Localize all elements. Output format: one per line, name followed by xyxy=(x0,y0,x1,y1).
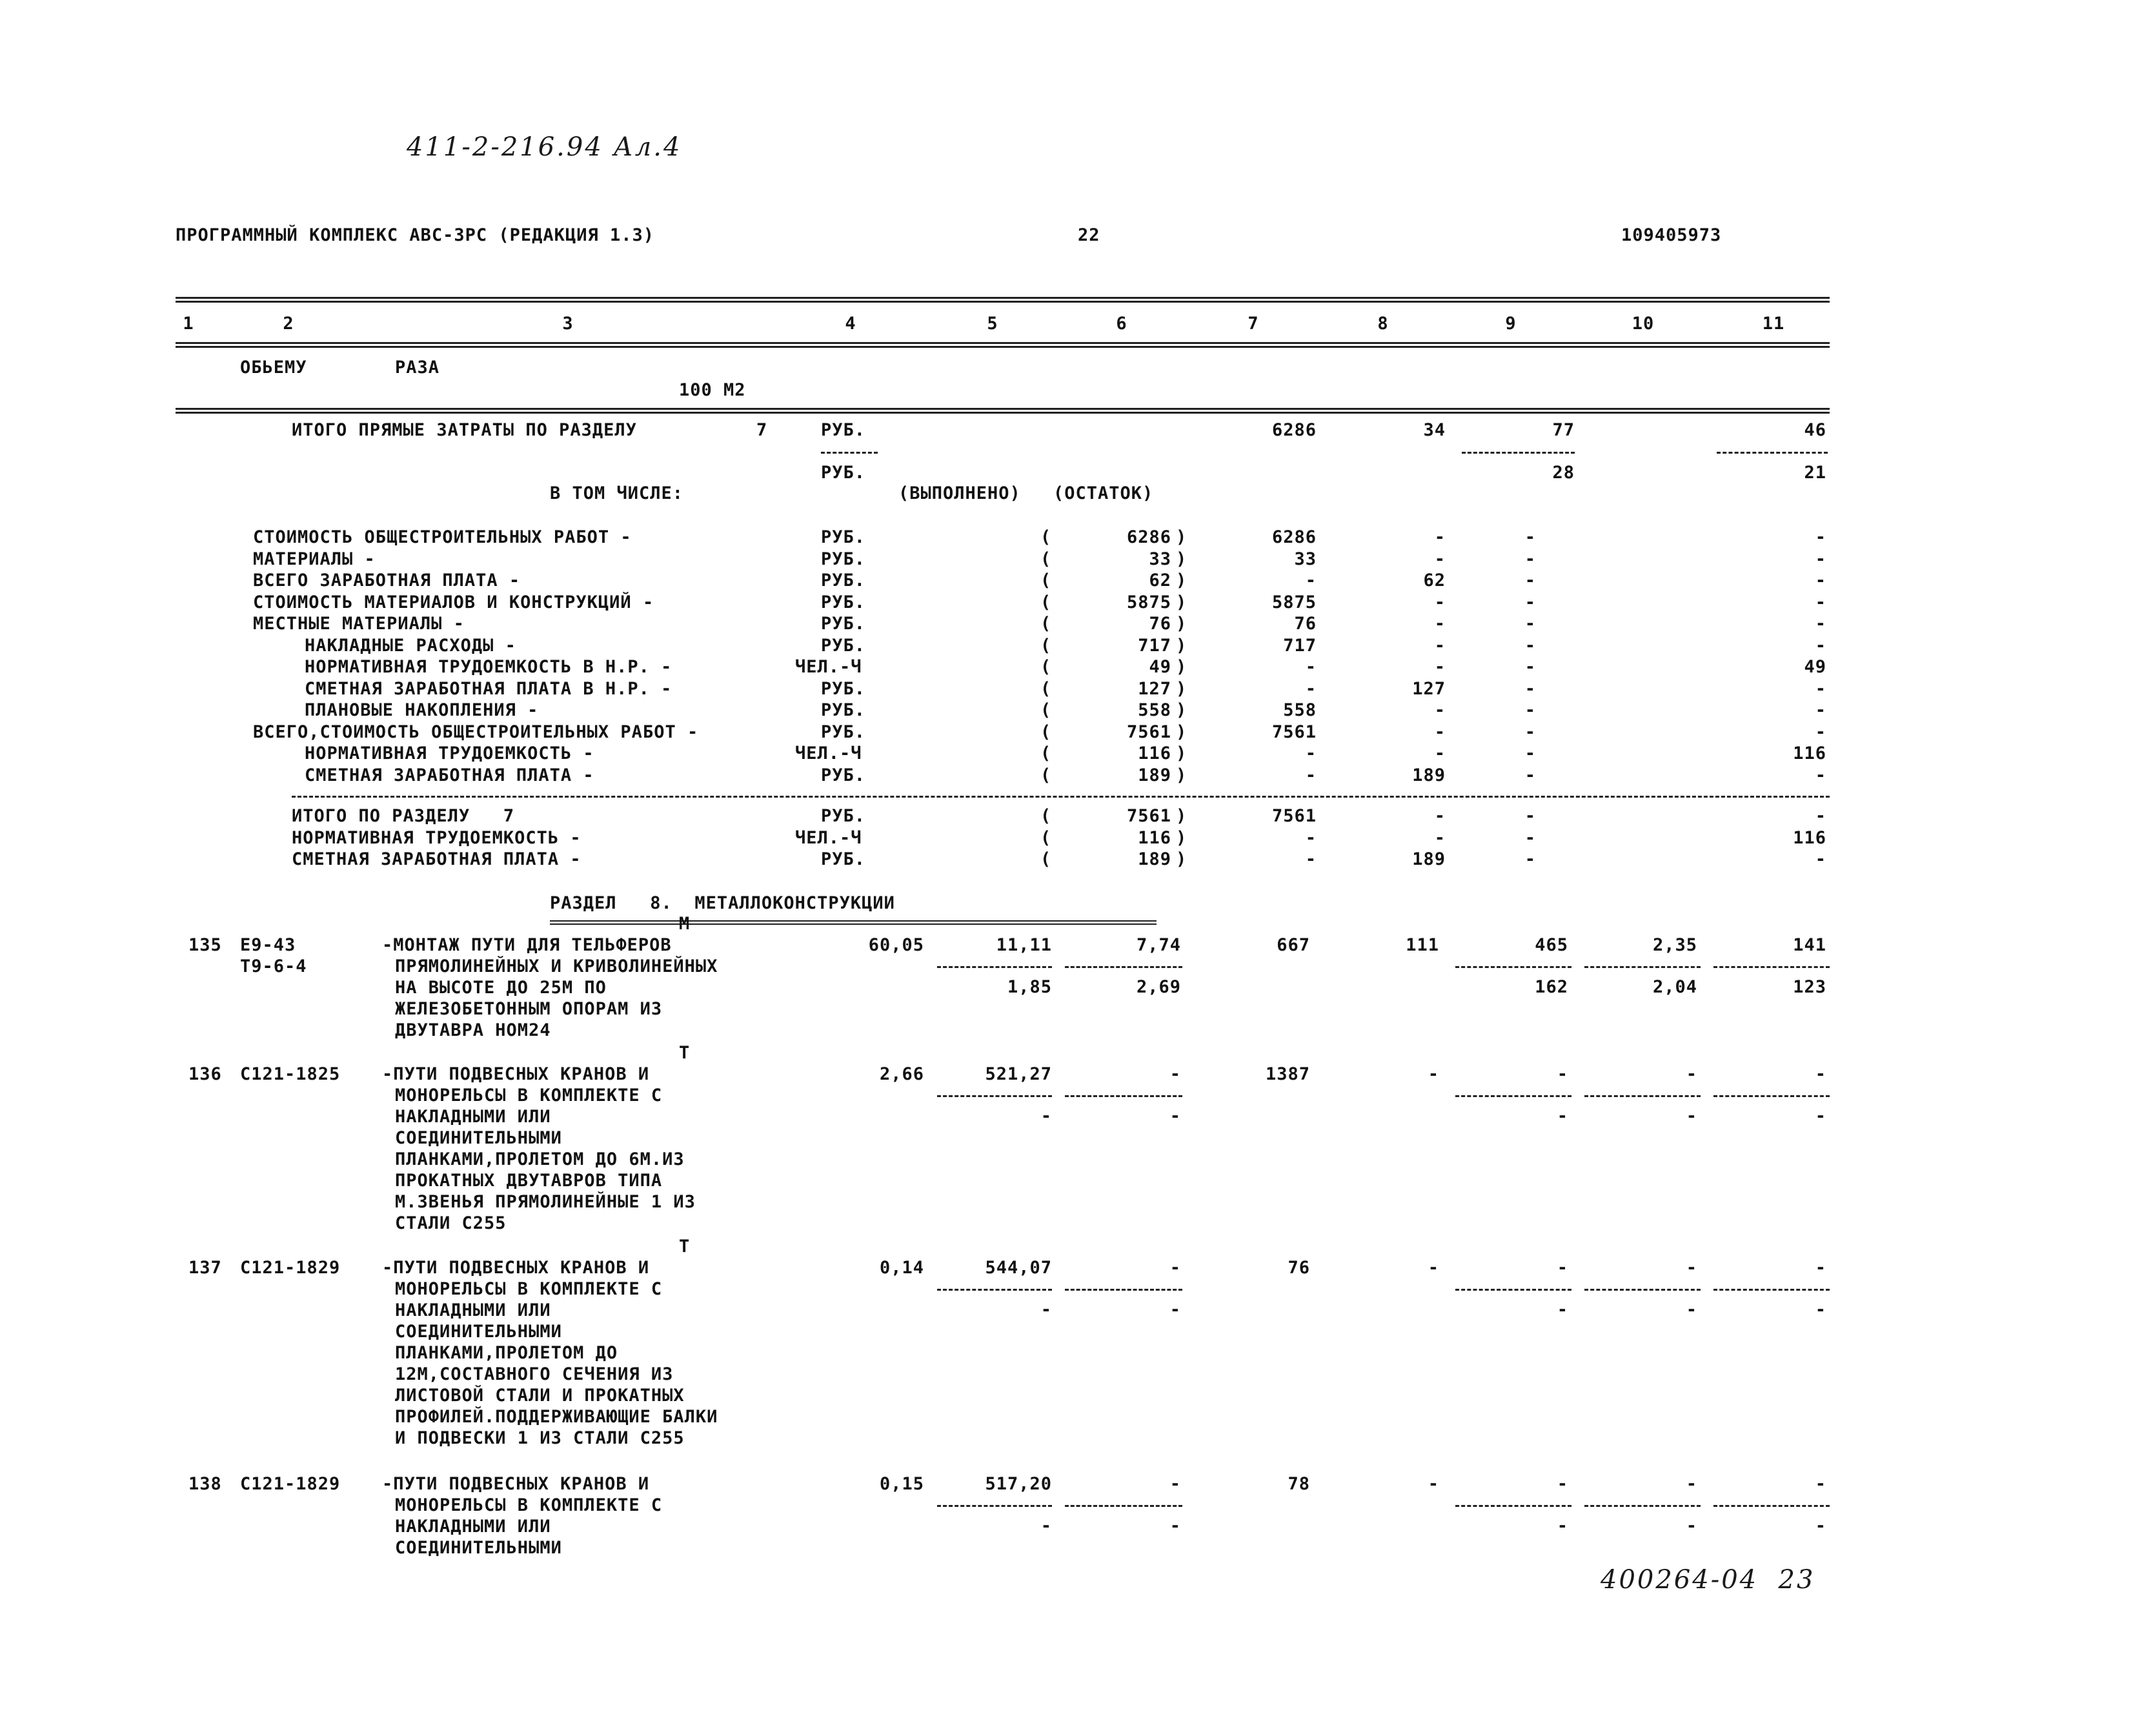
item-col6-top: - xyxy=(1169,1064,1181,1084)
item-col10-bottom: - xyxy=(1686,1300,1697,1320)
item-description-line: -ПУТИ ПОДВЕСНЫХ КРАНОВ И xyxy=(382,1474,650,1494)
section-total-done-value: 7561 xyxy=(1126,806,1171,826)
breakdown-col11: - xyxy=(1815,570,1826,590)
item-col4-quantity: 0,14 xyxy=(879,1258,924,1278)
section-total-col7: - xyxy=(1305,849,1317,869)
item-col6-divider xyxy=(1065,1505,1182,1507)
header-double-rule-bottom xyxy=(176,342,1830,348)
breakdown-col11: 49 xyxy=(1804,657,1826,677)
column-number-1: 1 xyxy=(183,314,194,334)
open-paren: ( xyxy=(1040,827,1052,848)
breakdown-col11: - xyxy=(1815,635,1826,656)
item-col11-top: 141 xyxy=(1793,935,1826,955)
item-col9-divider xyxy=(1455,1505,1571,1507)
item-col5-bottom: 1,85 xyxy=(1007,977,1052,997)
item-col11-divider xyxy=(1713,1505,1830,1507)
breakdown-col9: - xyxy=(1524,635,1536,656)
open-paren: ( xyxy=(1040,614,1052,634)
close-paren: ) xyxy=(1176,657,1187,677)
breakdown-done-value: 127 xyxy=(1138,678,1171,699)
item-col11-bottom: - xyxy=(1815,1300,1826,1320)
item-description-line: СТАЛИ С255 xyxy=(395,1213,507,1233)
item-description-line: ДВУТАВРА НОМ24 xyxy=(395,1020,551,1040)
item-col10-top: 2,35 xyxy=(1652,935,1697,955)
breakdown-unit: РУБ. xyxy=(821,765,866,785)
breakdown-done-value: 33 xyxy=(1149,549,1171,569)
item-col6-top: - xyxy=(1169,1474,1181,1494)
item-col5-top: 521,27 xyxy=(985,1064,1052,1084)
item-col9-divider xyxy=(1455,1289,1571,1291)
breakdown-col8: - xyxy=(1434,527,1446,547)
item-col10-divider xyxy=(1584,1505,1701,1507)
breakdown-col9: - xyxy=(1524,527,1536,547)
close-paren: ) xyxy=(1176,722,1187,742)
section-total-col8: 189 xyxy=(1412,849,1446,869)
item-description-line: МОНОРЕЛЬСЫ В КОМПЛЕКТЕ С xyxy=(395,1085,663,1105)
item-col5-divider xyxy=(937,966,1052,968)
item-col6-bottom: - xyxy=(1169,1300,1181,1320)
breakdown-col8: - xyxy=(1434,743,1446,763)
item-description-line: МОНОРЕЛЬСЫ В КОМПЛЕКТЕ С xyxy=(395,1495,663,1515)
totals-direct-col9-top: 77 xyxy=(1552,420,1575,440)
breakdown-label: ПЛАНОВЫЕ НАКОПЛЕНИЯ - xyxy=(305,700,539,720)
breakdown-col9: - xyxy=(1524,549,1536,569)
rest-header: (ОСТАТОК) xyxy=(1053,483,1154,503)
page-number: 22 xyxy=(1078,225,1100,245)
breakdown-done-value: 189 xyxy=(1138,765,1171,785)
breakdown-col9: - xyxy=(1524,657,1536,677)
item-col11-divider xyxy=(1713,1095,1830,1097)
item-col4-quantity: 0,15 xyxy=(879,1474,924,1494)
section-total-done-value: 116 xyxy=(1138,827,1171,848)
item-description-line: ЛИСТОВОЙ СТАЛИ И ПРОКАТНЫХ xyxy=(395,1386,685,1406)
item-col9-top: - xyxy=(1557,1258,1568,1278)
item-description-line: СОЕДИНИТЕЛЬНЫМИ xyxy=(395,1128,562,1148)
item-col11-divider xyxy=(1713,966,1830,968)
column-number-11: 11 xyxy=(1762,314,1785,334)
breakdown-col7: 76 xyxy=(1294,614,1317,634)
item-col10-bottom: 2,04 xyxy=(1652,977,1697,997)
item-col4-quantity: 60,05 xyxy=(868,935,924,955)
item-description-line: НАКЛАДНЫМИ ИЛИ xyxy=(395,1300,551,1320)
breakdown-label: НОРМАТИВНАЯ ТРУДОЕМКОСТЬ - xyxy=(305,743,594,763)
breakdown-col8: - xyxy=(1434,549,1446,569)
close-paren: ) xyxy=(1176,806,1187,826)
breakdown-col8: - xyxy=(1434,700,1446,720)
item-number: 138 xyxy=(188,1474,222,1494)
breakdown-label: СМЕТНАЯ ЗАРАБОТНАЯ ПЛАТА В Н.Р. - xyxy=(305,678,672,699)
continuation-unit: 100 М2 xyxy=(679,380,746,400)
item-description-line: ЖЕЛЕЗОБЕТОННЫМ ОПОРАМ ИЗ xyxy=(395,999,663,1019)
breakdown-done-value: 6286 xyxy=(1126,527,1171,547)
open-paren: ( xyxy=(1040,722,1052,742)
section-total-unit: ЧЕЛ.-Ч xyxy=(795,827,862,848)
breakdown-done-value: 49 xyxy=(1149,657,1171,677)
breakdown-col7: - xyxy=(1305,570,1317,590)
section-total-col11: 116 xyxy=(1793,827,1826,848)
section-total-col8: - xyxy=(1434,827,1446,848)
close-paren: ) xyxy=(1176,678,1187,699)
col11-divider xyxy=(1717,452,1828,454)
close-paren: ) xyxy=(1176,700,1187,720)
handwritten-sheet-number: 400264-04 23 xyxy=(1601,1565,1815,1595)
item-col8-wages: - xyxy=(1428,1258,1439,1278)
open-paren: ( xyxy=(1040,635,1052,656)
item-col11-top: - xyxy=(1815,1474,1826,1494)
totals-direct-section: 7 xyxy=(756,420,768,440)
item-unit-note: Т xyxy=(679,1236,691,1257)
continuation-col1: ОБЬЕМУ xyxy=(240,358,307,378)
item-col5-divider xyxy=(937,1095,1052,1097)
item-col5-bottom: - xyxy=(1040,1516,1052,1536)
breakdown-col11: 116 xyxy=(1793,743,1826,763)
breakdown-unit: РУБ. xyxy=(821,700,866,720)
item-col7-total: 76 xyxy=(1288,1258,1310,1278)
item-description-line: ПЛАНКАМИ,ПРОЛЕТОМ ДО xyxy=(395,1343,618,1363)
item-code: С121-1829 xyxy=(240,1258,341,1278)
item-unit-note: Т xyxy=(679,1043,691,1063)
breakdown-unit: РУБ. xyxy=(821,614,866,634)
item-description-line: ПРЯМОЛИНЕЙНЫХ И КРИВОЛИНЕЙНЫХ xyxy=(395,956,718,976)
breakdown-col11: - xyxy=(1815,592,1826,612)
breakdown-label: СТОИМОСТЬ ОБЩЕСТРОИТЕЛЬНЫХ РАБОТ - xyxy=(253,527,632,547)
breakdown-unit: РУБ. xyxy=(821,527,866,547)
breakdown-unit: РУБ. xyxy=(821,549,866,569)
column-number-4: 4 xyxy=(845,314,856,334)
item-number: 135 xyxy=(188,935,222,955)
item-col6-top: - xyxy=(1169,1258,1181,1278)
open-paren: ( xyxy=(1040,678,1052,699)
totals-direct-col9-bottom: 28 xyxy=(1552,463,1575,483)
item-col10-bottom: - xyxy=(1686,1106,1697,1126)
item-code: Е9-43 xyxy=(240,935,296,955)
item-col5-top: 11,11 xyxy=(996,935,1052,955)
breakdown-label: СМЕТНАЯ ЗАРАБОТНАЯ ПЛАТА - xyxy=(305,765,594,785)
item-col6-divider xyxy=(1065,966,1182,968)
breakdown-col9: - xyxy=(1524,678,1536,699)
column-number-8: 8 xyxy=(1377,314,1389,334)
breakdown-unit: ЧЕЛ.-Ч xyxy=(795,743,862,763)
breakdown-col8: - xyxy=(1434,635,1446,656)
close-paren: ) xyxy=(1176,849,1187,869)
breakdown-col9: - xyxy=(1524,614,1536,634)
open-paren: ( xyxy=(1040,806,1052,826)
breakdown-col7: 6286 xyxy=(1271,527,1317,547)
item-col8-wages: - xyxy=(1428,1064,1439,1084)
item-col11-top: - xyxy=(1815,1064,1826,1084)
item-col10-divider xyxy=(1584,966,1701,968)
item-description-line: ПРОКАТНЫХ ДВУТАВРОВ ТИПА xyxy=(395,1171,663,1191)
close-paren: ) xyxy=(1176,570,1187,590)
breakdown-done-value: 62 xyxy=(1149,570,1171,590)
item-col6-bottom: 2,69 xyxy=(1136,977,1181,997)
breakdown-label: ВСЕГО,СТОИМОСТЬ ОБЩЕСТРОИТЕЛЬНЫХ РАБОТ - xyxy=(253,722,699,742)
section-total-label: СМЕТНАЯ ЗАРАБОТНАЯ ПЛАТА - xyxy=(292,849,581,869)
totals-direct-col11-bottom: 21 xyxy=(1804,463,1826,483)
item-col9-bottom: 162 xyxy=(1535,977,1568,997)
item-code-secondary: Т9-6-4 xyxy=(240,956,307,976)
item-col10-bottom: - xyxy=(1686,1516,1697,1536)
handwritten-doc-reference: 411-2-216.94 Ал.4 xyxy=(407,132,682,162)
breakdown-col9: - xyxy=(1524,743,1536,763)
breakdown-col8: - xyxy=(1434,592,1446,612)
column-number-5: 5 xyxy=(987,314,998,334)
breakdown-col11: - xyxy=(1815,678,1826,699)
column-number-10: 10 xyxy=(1632,314,1655,334)
open-paren: ( xyxy=(1040,570,1052,590)
open-paren: ( xyxy=(1040,743,1052,763)
item-col9-top: - xyxy=(1557,1474,1568,1494)
section-total-col8: - xyxy=(1434,806,1446,826)
breakdown-col8: 127 xyxy=(1412,678,1446,699)
breakdown-col11: - xyxy=(1815,700,1826,720)
section-8-title: РАЗДЕЛ 8. МЕТАЛЛОКОНСТРУКЦИИ xyxy=(550,893,895,913)
close-paren: ) xyxy=(1176,614,1187,634)
item-code: С121-1825 xyxy=(240,1064,341,1084)
item-col9-top: - xyxy=(1557,1064,1568,1084)
breakdown-label: МЕСТНЫЕ МАТЕРИАЛЫ - xyxy=(253,614,465,634)
item-col11-bottom: 123 xyxy=(1793,977,1826,997)
item-description-line: СОЕДИНИТЕЛЬНЫМИ xyxy=(395,1538,562,1558)
section-total-unit: РУБ. xyxy=(821,806,866,826)
breakdown-label: НАКЛАДНЫЕ РАСХОДЫ - xyxy=(305,635,516,656)
item-col7-total: 78 xyxy=(1288,1474,1310,1494)
breakdown-done-value: 116 xyxy=(1138,743,1171,763)
breakdown-bottom-rule xyxy=(292,796,1830,798)
including-label: В ТОМ ЧИСЛЕ: xyxy=(550,483,684,503)
item-description-line: ПРОФИЛЕЙ.ПОДДЕРЖИВАЮЩИЕ БАЛКИ xyxy=(395,1407,718,1427)
item-col8-wages: 111 xyxy=(1406,935,1439,955)
breakdown-unit: РУБ. xyxy=(821,678,866,699)
item-col10-top: - xyxy=(1686,1258,1697,1278)
breakdown-unit: РУБ. xyxy=(821,722,866,742)
section-total-col9: - xyxy=(1524,827,1536,848)
item-col9-bottom: - xyxy=(1557,1300,1568,1320)
item-number: 137 xyxy=(188,1258,222,1278)
breakdown-col7: 5875 xyxy=(1271,592,1317,612)
breakdown-col8: - xyxy=(1434,657,1446,677)
open-paren: ( xyxy=(1040,657,1052,677)
item-col5-bottom: - xyxy=(1040,1106,1052,1126)
item-unit-note: М xyxy=(679,914,691,934)
program-title: ПРОГРАММНЫЙ КОМПЛЕКС АВС-3РС (РЕДАКЦИЯ 1.3) xyxy=(176,225,654,245)
item-col4-quantity: 2,66 xyxy=(879,1064,924,1084)
document-code: 109405973 xyxy=(1621,225,1722,245)
breakdown-label: МАТЕРИАЛЫ - xyxy=(253,549,376,569)
open-paren: ( xyxy=(1040,592,1052,612)
column-number-9: 9 xyxy=(1505,314,1517,334)
section-total-col9: - xyxy=(1524,849,1536,869)
breakdown-done-value: 5875 xyxy=(1126,592,1171,612)
section-total-col9: - xyxy=(1524,806,1536,826)
item-col10-divider xyxy=(1584,1289,1701,1291)
item-description-line: -МОНТАЖ ПУТИ ДЛЯ ТЕЛЬФЕРОВ xyxy=(382,935,672,955)
breakdown-col9: - xyxy=(1524,592,1536,612)
item-col7-total: 1387 xyxy=(1265,1064,1310,1084)
section-total-label: ИТОГО ПО РАЗДЕЛУ 7 xyxy=(292,806,515,826)
breakdown-col7: - xyxy=(1305,765,1317,785)
breakdown-col7: 7561 xyxy=(1271,722,1317,742)
breakdown-label: ВСЕГО ЗАРАБОТНАЯ ПЛАТА - xyxy=(253,570,521,590)
section-total-done-value: 189 xyxy=(1138,849,1171,869)
item-col9-top: 465 xyxy=(1535,935,1568,955)
breakdown-unit: РУБ. xyxy=(821,592,866,612)
item-col11-bottom: - xyxy=(1815,1106,1826,1126)
section-total-label: НОРМАТИВНАЯ ТРУДОЕМКОСТЬ - xyxy=(292,827,581,848)
item-description-line: 12М,СОСТАВНОГО СЕЧЕНИЯ ИЗ xyxy=(395,1364,674,1384)
item-col5-divider xyxy=(937,1289,1052,1291)
totals-direct-unit: РУБ. xyxy=(821,420,866,440)
item-description-line: НАКЛАДНЫМИ ИЛИ xyxy=(395,1517,551,1537)
breakdown-col8: - xyxy=(1434,722,1446,742)
item-col8-wages: - xyxy=(1428,1474,1439,1494)
item-col7-total: 667 xyxy=(1277,935,1310,955)
col9-divider xyxy=(1462,452,1575,454)
breakdown-col7: - xyxy=(1305,678,1317,699)
close-paren: ) xyxy=(1176,527,1187,547)
unit-underline xyxy=(821,452,878,454)
open-paren: ( xyxy=(1040,765,1052,785)
breakdown-col7: - xyxy=(1305,743,1317,763)
item-col11-bottom: - xyxy=(1815,1516,1826,1536)
item-description-line: -ПУТИ ПОДВЕСНЫХ КРАНОВ И xyxy=(382,1064,650,1084)
continuation-double-rule xyxy=(176,408,1830,414)
breakdown-col8: - xyxy=(1434,614,1446,634)
breakdown-col7: - xyxy=(1305,657,1317,677)
done-header: (ВЫПОЛНЕНО) xyxy=(898,483,1021,503)
breakdown-label: НОРМАТИВНАЯ ТРУДОЕМКОСТЬ В Н.Р. - xyxy=(305,657,672,677)
section-total-col11: - xyxy=(1815,849,1826,869)
breakdown-col7: 33 xyxy=(1294,549,1317,569)
breakdown-unit: РУБ. xyxy=(821,570,866,590)
breakdown-label: СТОИМОСТЬ МАТЕРИАЛОВ И КОНСТРУКЦИЙ - xyxy=(253,592,654,612)
item-col9-divider xyxy=(1455,1095,1571,1097)
item-col5-top: 517,20 xyxy=(985,1474,1052,1494)
column-number-2: 2 xyxy=(283,314,294,334)
section-total-col7: 7561 xyxy=(1271,806,1317,826)
breakdown-col9: - xyxy=(1524,722,1536,742)
item-col10-top: - xyxy=(1686,1474,1697,1494)
open-paren: ( xyxy=(1040,700,1052,720)
section-total-col11: - xyxy=(1815,806,1826,826)
totals-direct-col8: 34 xyxy=(1423,420,1446,440)
item-col6-top: 7,74 xyxy=(1136,935,1181,955)
open-paren: ( xyxy=(1040,549,1052,569)
item-description-line: -ПУТИ ПОДВЕСНЫХ КРАНОВ И xyxy=(382,1258,650,1278)
close-paren: ) xyxy=(1176,743,1187,763)
breakdown-col7: 558 xyxy=(1283,700,1317,720)
breakdown-done-value: 558 xyxy=(1138,700,1171,720)
open-paren: ( xyxy=(1040,849,1052,869)
breakdown-col11: - xyxy=(1815,527,1826,547)
item-description-line: НАКЛАДНЫМИ ИЛИ xyxy=(395,1107,551,1127)
column-number-3: 3 xyxy=(562,314,574,334)
item-code: С121-1829 xyxy=(240,1474,341,1494)
breakdown-col11: - xyxy=(1815,765,1826,785)
breakdown-col11: - xyxy=(1815,549,1826,569)
continuation-col2: РАЗА xyxy=(395,358,440,378)
breakdown-done-value: 717 xyxy=(1138,635,1171,656)
item-col6-divider xyxy=(1065,1095,1182,1097)
section-total-unit: РУБ. xyxy=(821,849,866,869)
close-paren: ) xyxy=(1176,549,1187,569)
column-number-7: 7 xyxy=(1248,314,1259,334)
breakdown-done-value: 76 xyxy=(1149,614,1171,634)
breakdown-done-value: 7561 xyxy=(1126,722,1171,742)
item-col6-bottom: - xyxy=(1169,1106,1181,1126)
item-col5-bottom: - xyxy=(1040,1300,1052,1320)
breakdown-col8: 189 xyxy=(1412,765,1446,785)
breakdown-col8: 62 xyxy=(1423,570,1446,590)
totals-direct-col11-top: 46 xyxy=(1804,420,1826,440)
item-col10-top: - xyxy=(1686,1064,1697,1084)
breakdown-col7: 717 xyxy=(1283,635,1317,656)
breakdown-col11: - xyxy=(1815,722,1826,742)
breakdown-col11: - xyxy=(1815,614,1826,634)
item-col9-bottom: - xyxy=(1557,1106,1568,1126)
item-description-line: НА ВЫСОТЕ ДО 25М ПО xyxy=(395,978,607,998)
totals-direct-col7: 6286 xyxy=(1271,420,1317,440)
totals-direct-unit2: РУБ. xyxy=(821,463,866,483)
item-col9-bottom: - xyxy=(1557,1516,1568,1536)
item-description-line: И ПОДВЕСКИ 1 ИЗ СТАЛИ С255 xyxy=(395,1428,685,1448)
item-description-line: ПЛАНКАМИ,ПРОЛЕТОМ ДО 6М.ИЗ xyxy=(395,1149,685,1169)
item-col9-divider xyxy=(1455,966,1571,968)
item-col5-divider xyxy=(937,1505,1052,1507)
item-description-line: М.ЗВЕНЬЯ ПРЯМОЛИНЕЙНЫЕ 1 ИЗ xyxy=(395,1192,696,1212)
breakdown-col9: - xyxy=(1524,700,1536,720)
item-col5-top: 544,07 xyxy=(985,1258,1052,1278)
breakdown-col9: - xyxy=(1524,765,1536,785)
item-col6-divider xyxy=(1065,1289,1182,1291)
section-total-col7: - xyxy=(1305,827,1317,848)
close-paren: ) xyxy=(1176,635,1187,656)
totals-direct-label: ИТОГО ПРЯМЫЕ ЗАТРАТЫ ПО РАЗДЕЛУ xyxy=(292,420,637,440)
item-col6-bottom: - xyxy=(1169,1516,1181,1536)
section-title-underline xyxy=(550,920,1157,925)
open-paren: ( xyxy=(1040,527,1052,547)
item-col10-divider xyxy=(1584,1095,1701,1097)
breakdown-unit: ЧЕЛ.-Ч xyxy=(795,657,862,677)
item-number: 136 xyxy=(188,1064,222,1084)
close-paren: ) xyxy=(1176,827,1187,848)
close-paren: ) xyxy=(1176,765,1187,785)
column-number-6: 6 xyxy=(1116,314,1127,334)
item-col11-top: - xyxy=(1815,1258,1826,1278)
item-col11-divider xyxy=(1713,1289,1830,1291)
header-double-rule-top xyxy=(176,297,1830,303)
close-paren: ) xyxy=(1176,592,1187,612)
breakdown-unit: РУБ. xyxy=(821,635,866,656)
item-description-line: МОНОРЕЛЬСЫ В КОМПЛЕКТЕ С xyxy=(395,1279,663,1299)
item-description-line: СОЕДИНИТЕЛЬНЫМИ xyxy=(395,1322,562,1342)
breakdown-col9: - xyxy=(1524,570,1536,590)
